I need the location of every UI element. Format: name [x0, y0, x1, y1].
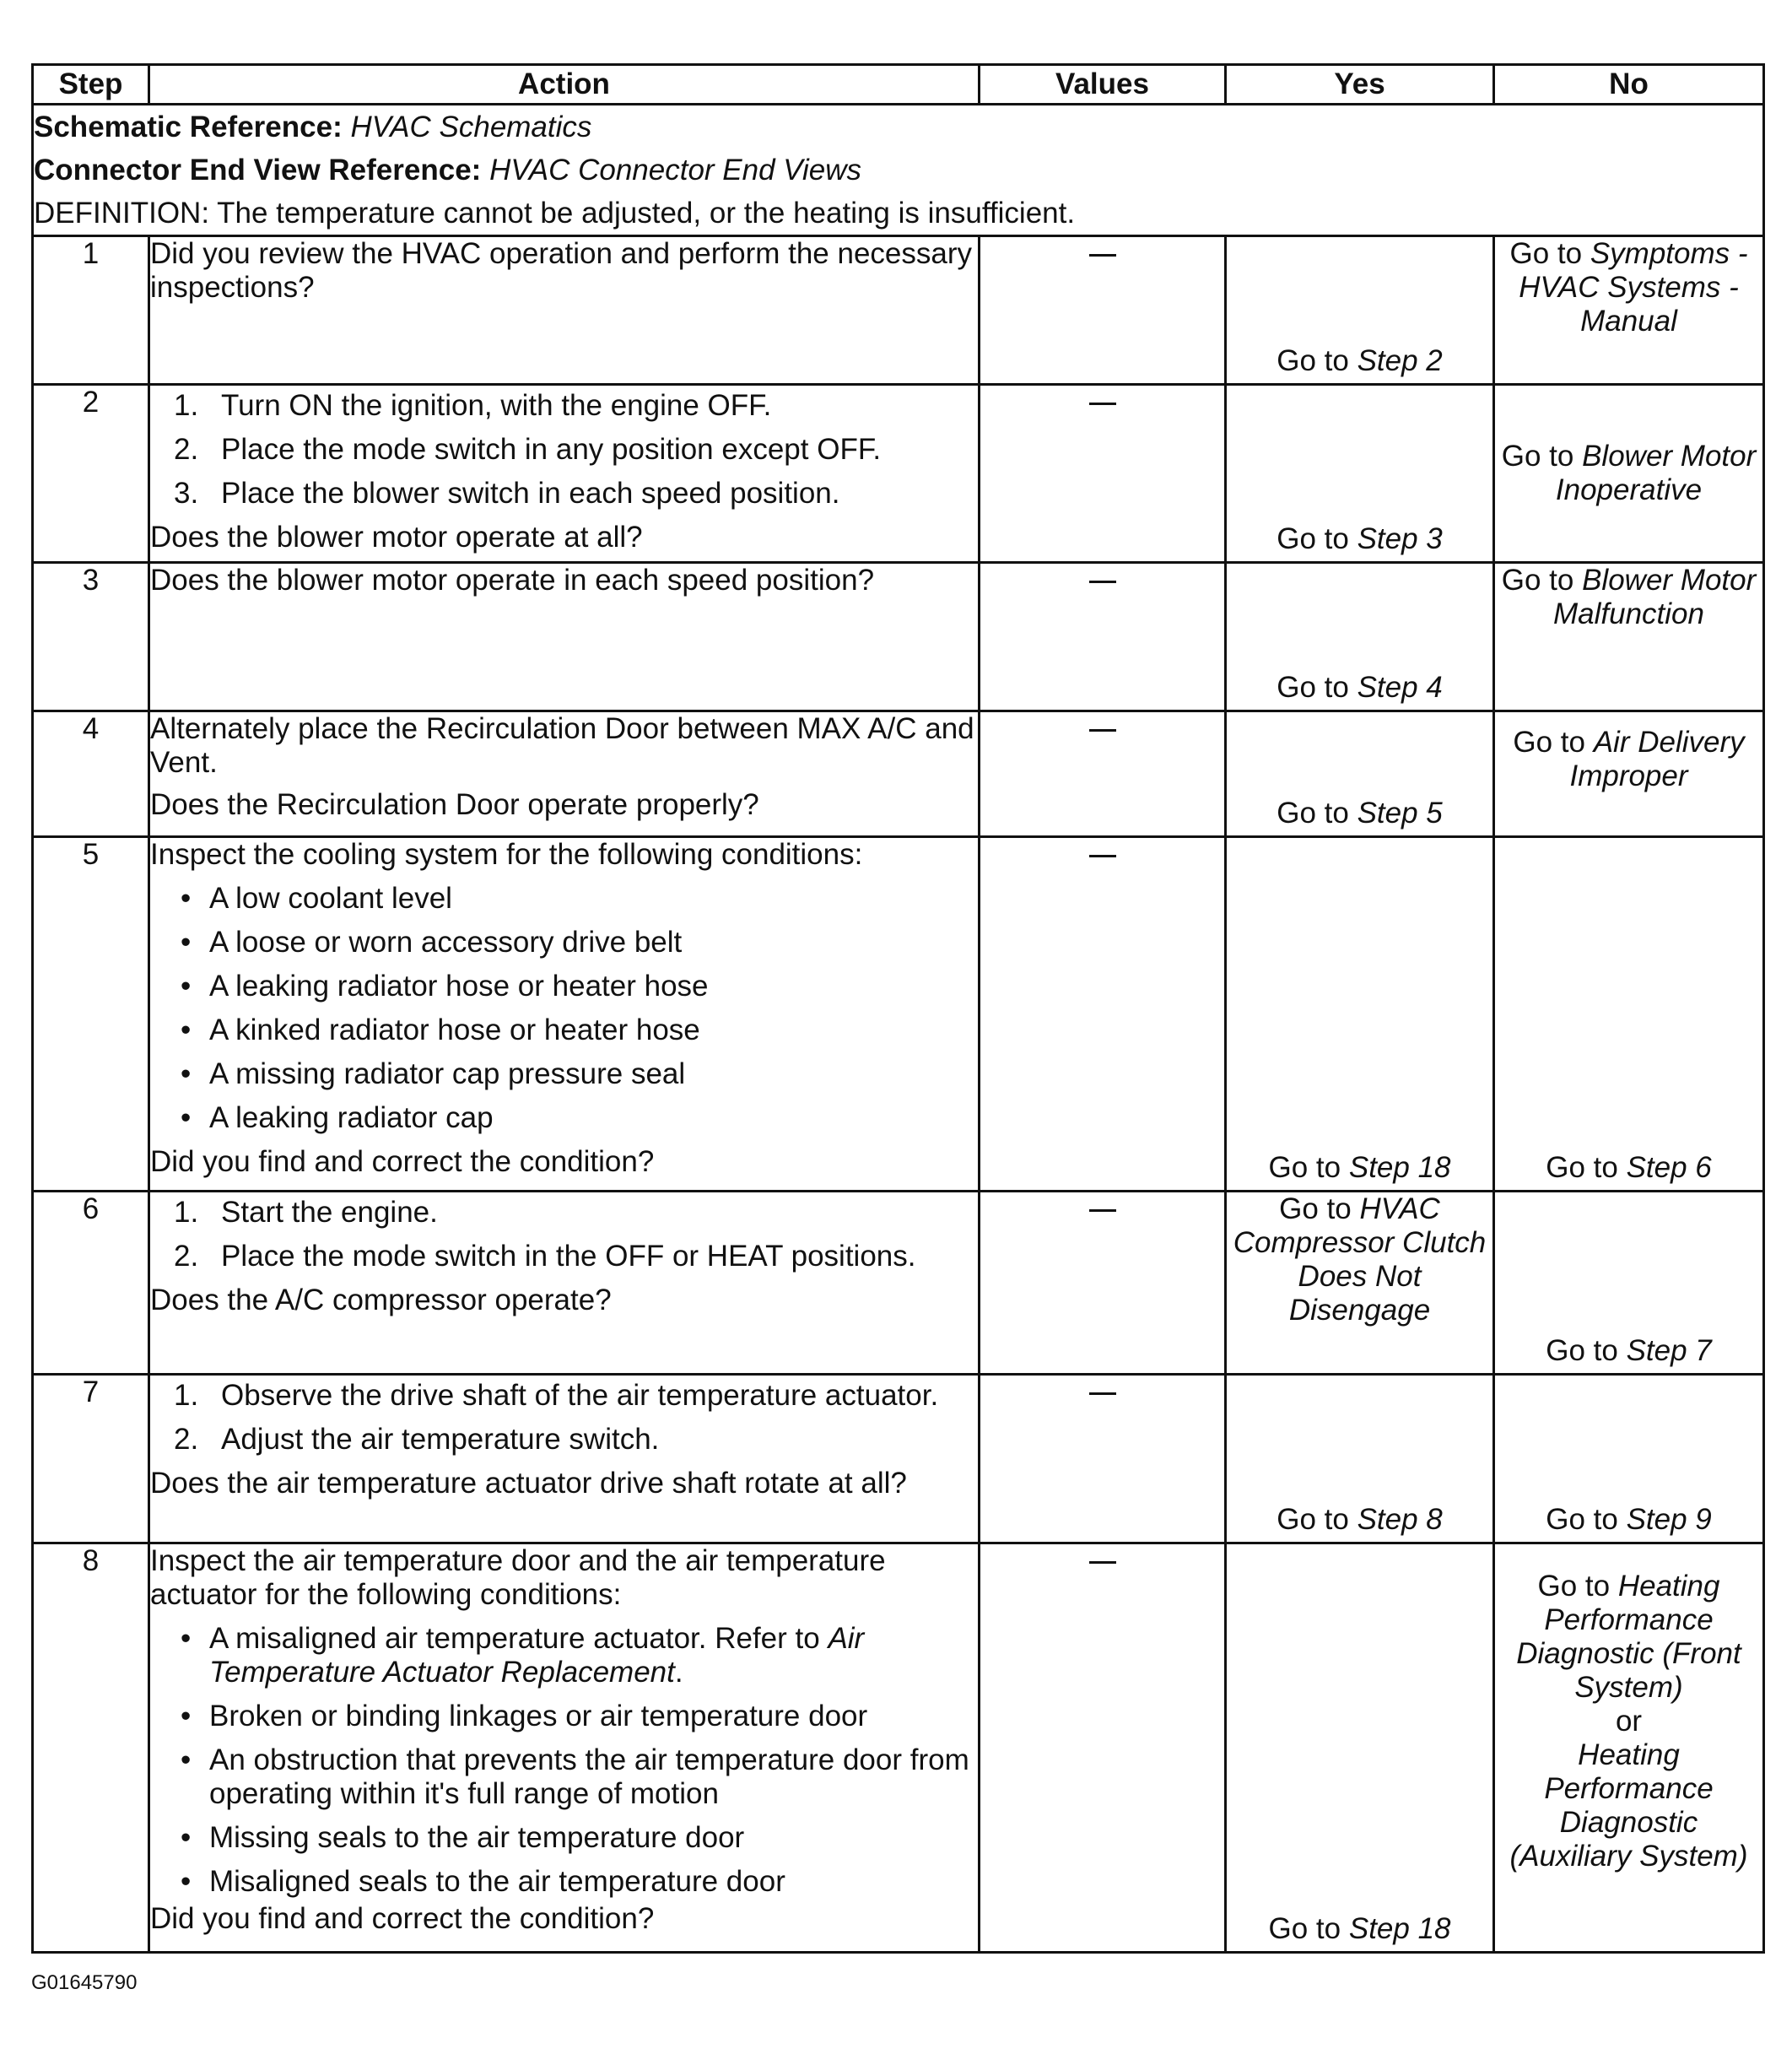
dash-mark	[1089, 1392, 1116, 1395]
yes-link[interactable]: Go to Step 2	[1277, 344, 1443, 377]
yes-cell	[1226, 1543, 1494, 1953]
yes-link[interactable]: Go to Step 8	[1277, 1503, 1443, 1536]
step-intro: Inspect the cooling system for the following conditions:	[150, 838, 863, 871]
action-cell	[149, 711, 980, 837]
value-cell	[980, 563, 1226, 711]
no-cell	[1494, 385, 1764, 563]
no-link[interactable]: Go to Blower Motor Inoperative	[1501, 440, 1757, 506]
list-item: 2. Adjust the air temperature switch.	[174, 1423, 660, 1456]
step-number: 7	[33, 1375, 149, 1543]
step-number: 3	[33, 563, 149, 711]
value-cell	[980, 837, 1226, 1192]
step-question: Did you find and correct the condition?	[150, 1902, 655, 1935]
bullet-item: • Broken or binding linkages or air temperature door	[181, 1700, 868, 1732]
yes-cell	[1226, 1192, 1494, 1375]
no-link[interactable]: Go to Step 6	[1546, 1151, 1712, 1184]
dash-mark	[1089, 581, 1116, 583]
value-cell	[980, 385, 1226, 563]
connector-ref-label: Connector End View Reference:	[34, 154, 482, 186]
bullet-item: • A kinked radiator hose or heater hose	[181, 1013, 700, 1046]
step-row	[33, 1375, 1764, 1543]
action-cell	[149, 563, 980, 711]
bullet-item: • A low coolant level	[181, 882, 452, 915]
step-number: 5	[33, 837, 149, 1192]
definition-text: DEFINITION: The temperature cannot be adjusted, or the heating is insufficient.	[34, 197, 1076, 230]
step-question: Does the air temperature actuator drive shaft rotate at all?	[150, 1467, 907, 1500]
list-item: 2. Place the mode switch in any position except OFF.	[174, 433, 882, 466]
reference-row	[33, 105, 1764, 236]
header-step: Step	[33, 65, 149, 105]
step-row	[33, 1543, 1764, 1953]
step-number: 2	[33, 385, 149, 563]
figure-id: G01645790	[31, 1971, 138, 1994]
bullet-item: • A loose or worn accessory drive belt	[181, 926, 683, 959]
step-row	[33, 1192, 1764, 1375]
list-item: 1. Start the engine.	[174, 1196, 438, 1229]
no-cell	[1494, 563, 1764, 711]
no-link-front[interactable]: Go to Heating Performance Diagnostic (Front System)	[1516, 1570, 1741, 1704]
yes-link[interactable]: Go to Step 18	[1268, 1912, 1451, 1945]
diagnostic-table	[31, 63, 1765, 1954]
no-cell	[1494, 1375, 1764, 1543]
dash-mark	[1089, 1209, 1116, 1212]
no-link[interactable]: Go to Symptoms - HVAC Systems - Manual	[1509, 237, 1748, 338]
yes-cell	[1226, 1375, 1494, 1543]
or-text: or	[1615, 1705, 1643, 1738]
bullet-item: • Misaligned seals to the air temperature door	[181, 1865, 785, 1898]
action-cell	[149, 1543, 980, 1953]
dash-mark	[1089, 403, 1116, 405]
yes-link[interactable]: Go to Step 18	[1268, 1151, 1451, 1184]
yes-link[interactable]: Go to Step 5	[1277, 797, 1443, 830]
no-cell	[1494, 837, 1764, 1192]
no-cell	[1494, 236, 1764, 385]
schematic-ref-link[interactable]: HVAC Schematics	[350, 111, 592, 143]
action-cell	[149, 385, 980, 563]
step-question: Did you review the HVAC operation and perform the necessary inspections?	[150, 237, 973, 304]
bullet-item: • A missing radiator cap pressure seal	[181, 1057, 686, 1090]
header-yes: Yes	[1226, 65, 1494, 105]
step-question: Does the A/C compressor operate?	[150, 1284, 612, 1316]
step-row	[33, 236, 1764, 385]
no-link[interactable]: Go to Air Delivery Improper	[1513, 726, 1745, 792]
no-link[interactable]: Go to Step 9	[1546, 1503, 1712, 1536]
list-item: 3. Place the blower switch in each speed position.	[174, 477, 840, 510]
value-cell	[980, 711, 1226, 837]
step-question: Does the Recirculation Door operate properly?	[150, 788, 759, 821]
step-question: Does the blower motor operate at all?	[150, 521, 643, 554]
dash-mark	[1089, 254, 1116, 257]
value-cell	[980, 1192, 1226, 1375]
connector-ref-link[interactable]: HVAC Connector End Views	[489, 154, 862, 186]
dash-mark	[1089, 855, 1116, 857]
yes-cell	[1226, 563, 1494, 711]
header-values: Values	[980, 65, 1226, 105]
step-row	[33, 563, 1764, 711]
list-item: 1. Observe the drive shaft of the air temperature actuator.	[174, 1379, 939, 1412]
yes-cell	[1226, 837, 1494, 1192]
list-item: 2. Place the mode switch in the OFF or HEAT positions.	[174, 1240, 916, 1273]
yes-link[interactable]: Go to Step 3	[1277, 522, 1443, 555]
no-link[interactable]: Go to Step 7	[1546, 1334, 1712, 1367]
bullet-item: • A leaking radiator hose or heater hose	[181, 970, 709, 1003]
yes-cell	[1226, 236, 1494, 385]
action-cell	[149, 236, 980, 385]
bullet-item: • Missing seals to the air temperature door	[181, 1821, 745, 1854]
no-cell	[1494, 711, 1764, 837]
yes-cell	[1226, 711, 1494, 837]
value-cell	[980, 1543, 1226, 1953]
bullet-item: • A misaligned air temperature actuator. Refer to Air Temperature Actuator Replacement.	[181, 1622, 865, 1689]
no-link-auxiliary[interactable]: Heating Performance Diagnostic (Auxiliary System)	[1509, 1738, 1748, 1873]
value-cell	[980, 236, 1226, 385]
yes-cell	[1226, 385, 1494, 563]
actuator-replacement-link[interactable]: Air Temperature Actuator Replacement	[209, 1622, 865, 1689]
step-intro: Alternately place the Recirculation Door between MAX A/C and Vent.	[150, 712, 974, 779]
dash-mark	[1089, 729, 1116, 732]
step-intro: Inspect the air temperature door and the air temperature actuator for the following conditions:	[150, 1544, 886, 1611]
list-item: 1. Turn ON the ignition, with the engine OFF.	[174, 389, 772, 422]
step-row	[33, 385, 1764, 563]
value-cell	[980, 1375, 1226, 1543]
step-number: 4	[33, 711, 149, 837]
no-cell	[1494, 1543, 1764, 1953]
bullet-item: • A leaking radiator cap	[181, 1101, 494, 1134]
header-no: No	[1494, 65, 1764, 105]
dash-mark	[1089, 1561, 1116, 1564]
yes-link[interactable]: Go to Step 4	[1277, 671, 1443, 704]
action-cell	[149, 1192, 980, 1375]
step-question: Did you find and correct the condition?	[150, 1145, 655, 1178]
schematic-ref-label: Schematic Reference:	[34, 111, 343, 143]
step-row	[33, 837, 1764, 1192]
no-link[interactable]: Go to Blower Motor Malfunction	[1501, 564, 1757, 630]
yes-link[interactable]: Go to HVAC Compressor Clutch Does Not Disengage	[1233, 1192, 1487, 1327]
header-action: Action	[149, 65, 980, 105]
header-row	[33, 65, 1764, 105]
no-cell	[1494, 1192, 1764, 1375]
bullet-item: • An obstruction that prevents the air temperature door from operating within it's full range of motion	[181, 1743, 969, 1810]
step-number: 8	[33, 1543, 149, 1953]
action-cell	[149, 837, 980, 1192]
action-cell	[149, 1375, 980, 1543]
step-question: Does the blower motor operate in each speed position?	[150, 564, 875, 597]
step-number: 6	[33, 1192, 149, 1375]
step-row	[33, 711, 1764, 837]
step-number: 1	[33, 236, 149, 385]
